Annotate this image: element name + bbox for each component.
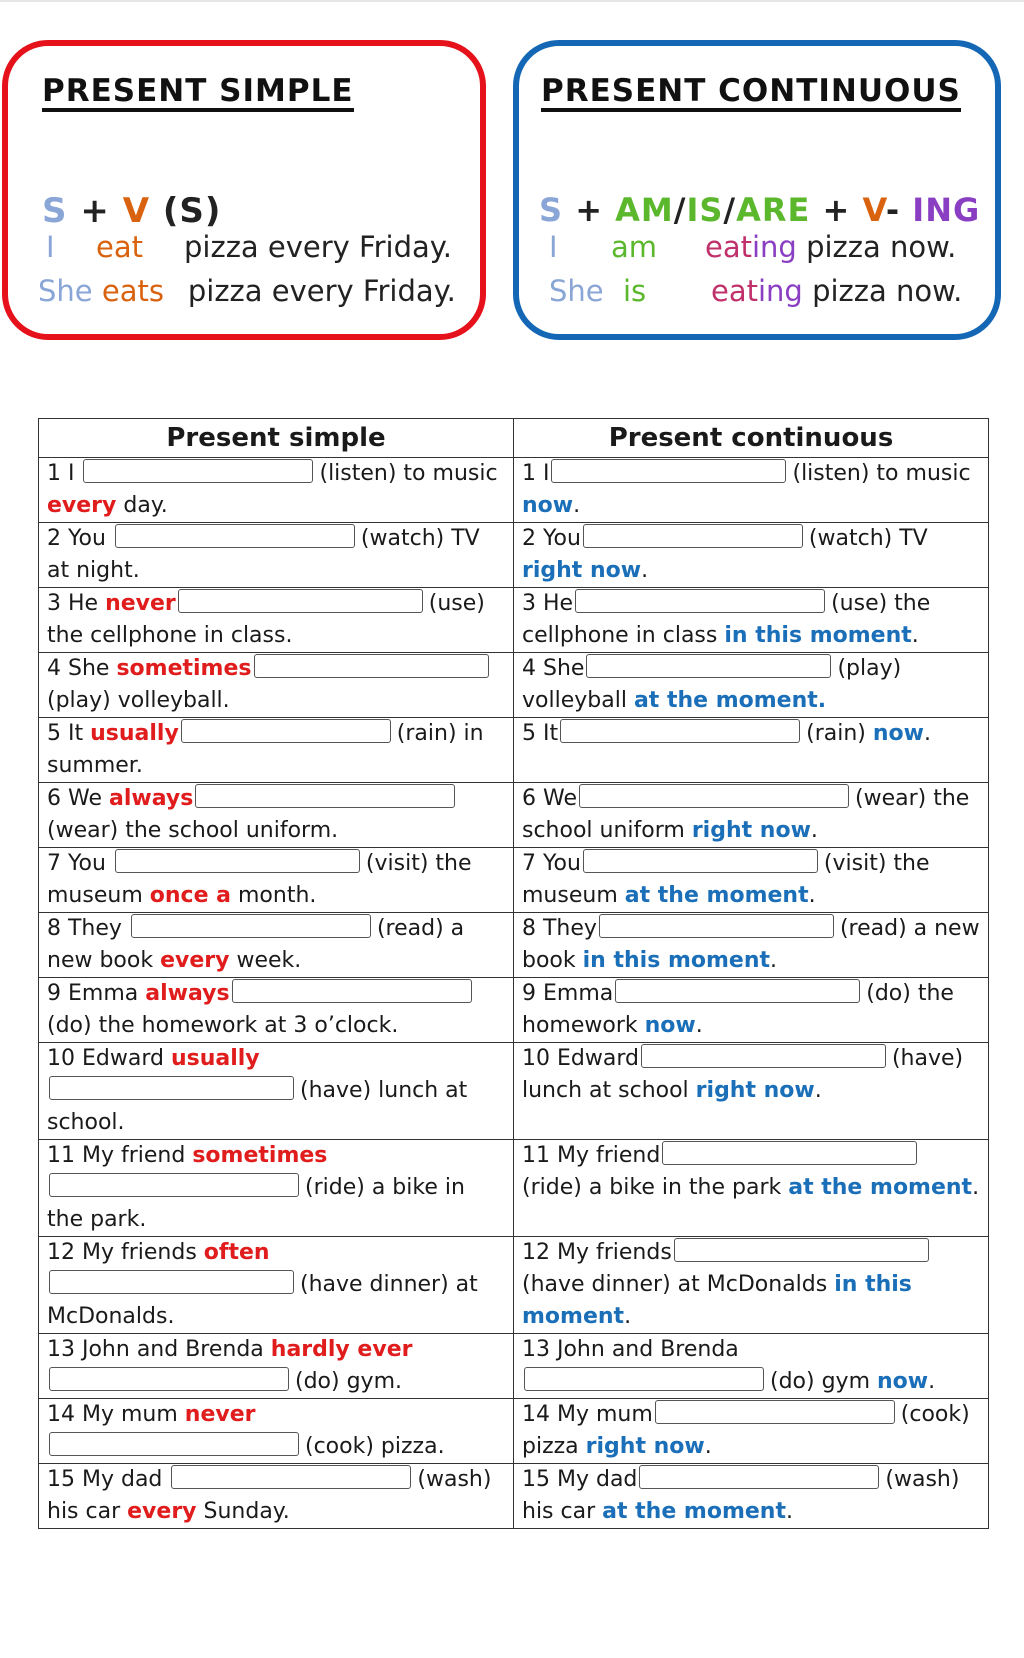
answer-blank-input[interactable] [583, 849, 818, 873]
sentence-end: . [785, 1499, 793, 1524]
answer-blank-input[interactable] [586, 654, 831, 678]
answer-blank-input[interactable] [639, 1465, 879, 1489]
time-expression: right now [522, 558, 642, 583]
sentence-start: 13 John and Brenda [522, 1337, 739, 1362]
formula-plus: + [822, 191, 851, 229]
formula-am: AM [615, 191, 674, 229]
table-row [39, 848, 989, 913]
sentence-end: Sunday. [196, 1499, 290, 1524]
answer-blank-input[interactable] [181, 719, 391, 743]
sentence-start: 14 My mum [47, 1402, 178, 1427]
frequency-adverb: always [145, 981, 230, 1006]
formula-subject: S [42, 191, 68, 231]
sentence-rest: (cook) pizza [522, 1402, 970, 1459]
example-subject: She [549, 274, 604, 308]
sentence-rest: (read) a new book [47, 916, 465, 973]
time-expression: now [522, 493, 574, 518]
answer-blank-input[interactable] [49, 1367, 289, 1391]
sentence-end: . [808, 883, 816, 908]
present-continuous-cell [514, 1399, 989, 1464]
answer-blank-input[interactable] [195, 784, 455, 808]
present-simple-title: PRESENT SIMPLE [42, 74, 354, 112]
frequency-adverb: sometimes [116, 656, 252, 681]
sentence-start: 7 You [47, 851, 106, 876]
sentence-rest: (use) the cellphone in class. [47, 591, 485, 648]
sentence-rest: (wear) the school uniform [522, 786, 970, 843]
sentence-start: 7 You [522, 851, 581, 876]
sentence-start: 2 You [47, 526, 106, 551]
answer-blank-input[interactable] [131, 914, 371, 938]
time-expression: now [872, 721, 924, 746]
answer-blank-input[interactable] [524, 1367, 764, 1391]
present-simple-cell [39, 1237, 514, 1334]
time-expression: at the moment. [633, 688, 827, 713]
table-row [39, 588, 989, 653]
answer-blank-input[interactable] [575, 589, 825, 613]
answer-blank-input[interactable] [560, 719, 800, 743]
formula-verb: V [122, 191, 151, 231]
present-simple-cell [39, 523, 514, 588]
present-continuous-cell [514, 1237, 989, 1334]
sentence-start: 13 John and Brenda [47, 1337, 264, 1362]
time-expression: now [644, 1013, 696, 1038]
sentence-rest: (have dinner) at McDonalds [522, 1272, 835, 1297]
sentence-end: . [911, 623, 919, 648]
sentence-rest: (ride) a bike in the park. [47, 1175, 465, 1232]
header-present-simple: Present simple [39, 419, 514, 458]
present-simple-formula [42, 191, 221, 231]
present-continuous-cell [514, 1043, 989, 1140]
sentence-rest: (rain) in summer. [47, 721, 484, 778]
present-simple-cell [39, 848, 514, 913]
sentence-start: 4 She [522, 656, 585, 681]
example-subject: I [46, 230, 55, 264]
present-simple-cell [39, 653, 514, 718]
present-continuous-cell [514, 458, 989, 523]
formula-ing: ING [912, 191, 981, 229]
sentence-rest: (visit) the museum [47, 851, 472, 908]
sentence-start: 11 My friend [47, 1143, 186, 1168]
sentence-start: 9 Emma [522, 981, 614, 1006]
sentence-end: . [641, 558, 649, 583]
formula-plus: + [575, 191, 603, 229]
continuous-example-2 [549, 274, 962, 308]
present-simple-cell [39, 588, 514, 653]
time-expression: right now [691, 818, 811, 843]
frequency-adverb: sometimes [192, 1143, 328, 1168]
answer-blank-input[interactable] [49, 1173, 299, 1197]
time-expression: every [127, 1499, 197, 1524]
sentence-start: 12 My friends [522, 1240, 672, 1265]
exercise-table [38, 418, 989, 1529]
time-expression: at the moment [602, 1499, 786, 1524]
table-row [39, 1043, 989, 1140]
sentence-rest: (read) a new book [522, 916, 980, 973]
time-expression: every [47, 493, 117, 518]
sentence-rest: (use) the cellphone in class [522, 591, 931, 648]
table-row [39, 653, 989, 718]
sentence-end: . [704, 1434, 712, 1459]
present-continuous-cell [514, 978, 989, 1043]
sentence-start: 11 My friend [522, 1143, 661, 1168]
table-row [39, 913, 989, 978]
answer-blank-input[interactable] [579, 784, 849, 808]
present-continuous-title: PRESENT CONTINUOUS [541, 74, 961, 112]
table-row [39, 1399, 989, 1464]
sentence-rest: (listen) to music [792, 461, 971, 486]
example-subject: I [549, 230, 558, 264]
time-expression: at the moment [624, 883, 809, 908]
sentence-start: 1 I [47, 461, 75, 486]
time-expression: now [877, 1369, 929, 1394]
sentence-start: 9 Emma [47, 981, 139, 1006]
frequency-adverb: never [184, 1402, 256, 1427]
answer-blank-input[interactable] [583, 524, 803, 548]
sentence-end: . [972, 1175, 980, 1200]
example-subject: She [38, 274, 93, 308]
sentence-rest: (have dinner) at McDonalds. [47, 1272, 478, 1329]
answer-blank-input[interactable] [655, 1400, 895, 1424]
present-simple-cell [39, 783, 514, 848]
answer-blank-input[interactable] [178, 589, 423, 613]
answer-blank-input[interactable] [49, 1076, 294, 1100]
sentence-rest: (play) volleyball [522, 656, 902, 713]
sentence-start: 1 I [522, 461, 550, 486]
present-simple-cell [39, 1140, 514, 1237]
sentence-start: 15 My dad [522, 1467, 638, 1492]
present-simple-cell [39, 458, 514, 523]
present-simple-cell [39, 1334, 514, 1399]
present-continuous-cell [514, 783, 989, 848]
simple-example-1 [46, 230, 452, 264]
frequency-adverb: usually [170, 1046, 260, 1071]
sentence-rest: (watch) TV at night. [47, 526, 480, 583]
answer-blank-input[interactable] [641, 1044, 886, 1068]
sentence-rest: (wear) the school uniform. [47, 818, 339, 843]
sentence-end: . [928, 1369, 936, 1394]
present-simple-cell [39, 1464, 514, 1529]
sentence-rest: (have) lunch at school. [47, 1078, 468, 1135]
table-row [39, 458, 989, 523]
time-expression: right now [695, 1078, 815, 1103]
sentence-rest: (do) the homework at 3 o’clock. [47, 1013, 399, 1038]
table-row [39, 1464, 989, 1529]
frequency-adverb: hardly ever [270, 1337, 413, 1362]
sentence-rest: (wash) his car [47, 1467, 492, 1524]
sentence-rest: (wash) his car [522, 1467, 960, 1524]
frequency-adverb: usually [90, 721, 179, 746]
sentence-rest: (watch) TV [808, 526, 928, 551]
answer-blank-input[interactable] [49, 1432, 299, 1456]
answer-blank-input[interactable] [83, 459, 313, 483]
time-expression: once a [149, 883, 231, 908]
present-simple-cell [39, 913, 514, 978]
formula-subject: S [539, 191, 564, 229]
time-expression: right now [585, 1434, 705, 1459]
answer-blank-input[interactable] [674, 1238, 929, 1262]
example-rest: pizza now. [806, 230, 957, 264]
sentence-end: . [814, 1078, 822, 1103]
sentence-start: 4 She [47, 656, 110, 681]
time-expression: in this moment [522, 1272, 912, 1329]
example-verb: eat [96, 230, 143, 264]
sentence-start: 6 We [522, 786, 577, 811]
table-row [39, 1334, 989, 1399]
sentence-rest: (rain) [806, 721, 873, 746]
table-row [39, 1140, 989, 1237]
answer-blank-input[interactable] [615, 979, 860, 1003]
sentence-start: 6 We [47, 786, 102, 811]
sentence-end: day. [116, 493, 168, 518]
example-aux: am [611, 230, 658, 264]
example-verb: eats [101, 274, 164, 308]
sentence-start: 3 He [47, 591, 99, 616]
formula-is: IS [686, 191, 724, 229]
sentence-rest: (play) volleyball. [47, 688, 230, 713]
example-rest: pizza every Friday. [187, 274, 456, 308]
answer-blank-input[interactable] [551, 459, 786, 483]
sentence-start: 8 They [47, 916, 122, 941]
sentence-start: 8 They [522, 916, 597, 941]
sentence-start: 10 Edward [47, 1046, 164, 1071]
sentence-start: 12 My friends [47, 1240, 197, 1265]
formula-verb: V [862, 191, 886, 229]
answer-blank-input[interactable] [232, 979, 472, 1003]
sentence-start: 5 It [47, 721, 84, 746]
sentence-rest: (cook) pizza. [305, 1434, 445, 1459]
present-continuous-cell [514, 1140, 989, 1237]
sentence-rest: (visit) the museum [522, 851, 930, 908]
sentence-end: month. [231, 883, 317, 908]
sentence-rest: (do) gym. [295, 1369, 402, 1394]
time-expression: at the moment [788, 1175, 973, 1200]
sentence-end: . [624, 1304, 632, 1329]
present-continuous-cell [514, 718, 989, 783]
sentence-start: 2 You [522, 526, 581, 551]
frequency-adverb: often [203, 1240, 270, 1265]
table-header-row [39, 419, 989, 458]
table-row [39, 783, 989, 848]
present-continuous-cell [514, 913, 989, 978]
answer-blank-input[interactable] [662, 1141, 917, 1165]
present-continuous-cell [514, 848, 989, 913]
sentence-start: 5 It [522, 721, 559, 746]
present-continuous-cell [514, 588, 989, 653]
example-verb-suffix: ing [757, 274, 803, 308]
time-expression: every [160, 948, 230, 973]
formula-plus: + [80, 191, 110, 231]
formula-are: ARE [736, 191, 811, 229]
frequency-adverb: always [109, 786, 194, 811]
answer-blank-input[interactable] [254, 654, 489, 678]
example-rest: pizza every Friday. [184, 230, 453, 264]
present-continuous-formula [539, 191, 980, 229]
table-row [39, 523, 989, 588]
answer-blank-input[interactable] [599, 914, 834, 938]
example-verb-stem: eat [711, 274, 758, 308]
present-simple-cell [39, 1043, 514, 1140]
present-continuous-cell [514, 653, 989, 718]
header-present-continuous: Present continuous [514, 419, 989, 458]
sentence-rest: (do) the homework [522, 981, 954, 1038]
sentence-end: . [810, 818, 818, 843]
sentence-start: 10 Edward [522, 1046, 639, 1071]
sentence-rest: (listen) to music [319, 461, 498, 486]
sentence-start: 15 My dad [47, 1467, 163, 1492]
example-rest: pizza now. [812, 274, 963, 308]
present-continuous-cell [514, 523, 989, 588]
formula-dash: - [885, 191, 901, 229]
sentence-rest: (do) gym [770, 1369, 877, 1394]
sentence-end: week. [229, 948, 302, 973]
sentence-end: . [770, 948, 778, 973]
present-continuous-cell [514, 1464, 989, 1529]
frequency-adverb: never [105, 591, 176, 616]
sentence-rest: (have) lunch at school [522, 1046, 964, 1103]
time-expression: in this moment [724, 623, 912, 648]
table-row [39, 718, 989, 783]
present-simple-cell [39, 718, 514, 783]
sentence-start: 14 My mum [522, 1402, 653, 1427]
answer-blank-input[interactable] [115, 849, 360, 873]
sentence-rest: (ride) a bike in the park [522, 1175, 789, 1200]
present-continuous-cell [514, 1334, 989, 1399]
answer-blank-input[interactable] [49, 1270, 294, 1294]
sentence-end: . [573, 493, 581, 518]
answer-blank-input[interactable] [115, 524, 355, 548]
sentence-start: 3 He [522, 591, 574, 616]
example-aux: is [623, 274, 647, 308]
sentence-end: . [695, 1013, 703, 1038]
table-row [39, 1237, 989, 1334]
present-simple-cell [39, 978, 514, 1043]
sentence-end: . [923, 721, 931, 746]
time-expression: in this moment [582, 948, 771, 973]
simple-example-2 [38, 274, 456, 308]
answer-blank-input[interactable] [171, 1465, 411, 1489]
continuous-example-1 [549, 230, 956, 264]
present-simple-cell [39, 1399, 514, 1464]
example-verb-suffix: ing [751, 230, 797, 264]
formula-slash: / [673, 191, 687, 229]
present-simple-rule-box [2, 40, 486, 340]
formula-s-ending: (S) [162, 191, 222, 231]
table-row [39, 978, 989, 1043]
top-divider [0, 0, 1024, 2]
example-verb-stem: eat [705, 230, 752, 264]
formula-slash: / [723, 191, 737, 229]
present-continuous-rule-box [513, 40, 1001, 340]
